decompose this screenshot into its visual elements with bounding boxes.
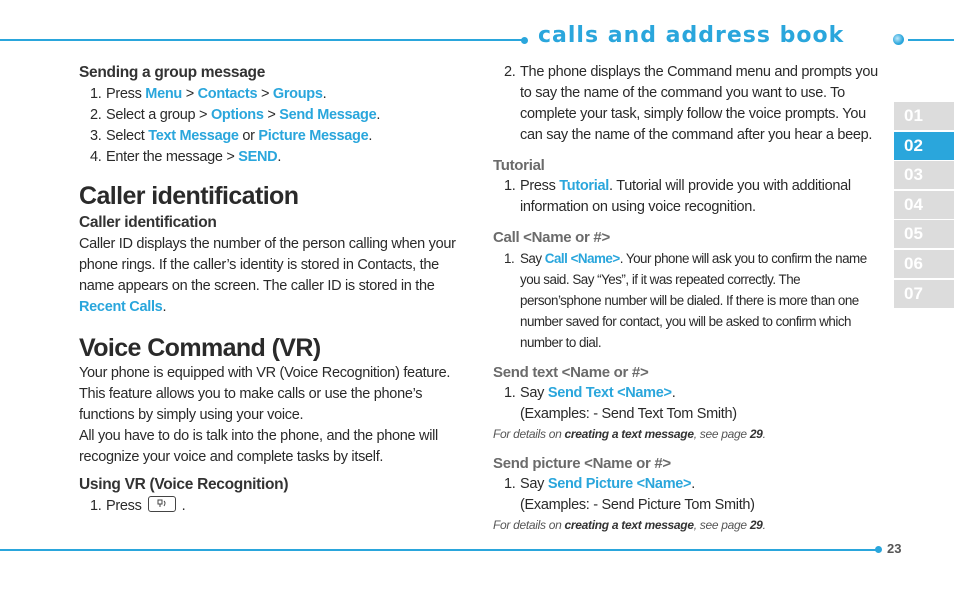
- voice-key-icon: [148, 496, 176, 512]
- send-text-heading: Send text <Name or #>: [493, 364, 649, 381]
- chapter-tab-02[interactable]: 02: [894, 132, 954, 160]
- voice-intro: Your phone is equipped with VR (Voice Recognition) feature. This feature allows you to make calls or use the phone’s functions by simply using your voice.: [79, 365, 451, 423]
- footer-rule: [0, 549, 876, 551]
- using-vr-heading: Using VR (Voice Recognition): [79, 476, 289, 493]
- send-picture-step: 1. Say Send Picture <Name>.: [504, 476, 695, 492]
- left-column: [79, 62, 459, 517]
- page-number: 23: [887, 541, 902, 556]
- send-text-step: 1. Say Send Text <Name>.: [504, 385, 676, 401]
- chapter-tab-05[interactable]: 05: [894, 220, 954, 248]
- send-picture-note: For details on creating a text message, see page 29.: [493, 518, 766, 532]
- vr-step-1: 1. Press .: [90, 498, 186, 514]
- send-text-example: (Examples: - Send Text Tom Smith): [520, 406, 737, 422]
- call-step: 1. Say Call <Name>. Your phone will ask you to confirm the name you said. Say “Yes”, if it was repeated correctly. The person’sphone number will be dialed. If there is more than one number saved for contact, you will be asked to confirm which number to dial.: [504, 251, 867, 350]
- caller-id-title: Caller identification: [79, 182, 299, 210]
- group-step-4: 4. Enter the message > SEND.: [90, 149, 282, 165]
- tutorial-heading: Tutorial: [493, 157, 545, 174]
- chapter-tab-03[interactable]: 03: [894, 161, 954, 189]
- call-heading: Call <Name or #>: [493, 229, 610, 246]
- group-message-heading: Sending a group message: [79, 64, 266, 81]
- send-text-note: For details on creating a text message, see page 29.: [493, 427, 766, 441]
- send-picture-example: (Examples: - Send Picture Tom Smith): [520, 497, 755, 513]
- voice-intro-2: All you have to do is talk into the phone, and the phone will recognize your voice and complete tasks by itself.: [79, 428, 438, 465]
- header-rule: [0, 39, 522, 41]
- footer-bullet: [875, 546, 882, 553]
- header-bullet: [521, 37, 528, 44]
- group-step-3: 3. Select Text Message or Picture Message.: [90, 128, 373, 144]
- chapter-tab-04[interactable]: 04: [894, 191, 954, 219]
- section-title: calls and address book: [538, 23, 845, 48]
- header-orb: [893, 34, 904, 45]
- send-picture-heading: Send picture <Name or #>: [493, 455, 671, 472]
- chapter-tab-01[interactable]: 01: [894, 102, 954, 130]
- voice-command-title: Voice Command (VR): [79, 334, 321, 362]
- tutorial-step: 1. Press Tutorial. Tutorial will provide you with additional information on using voice recognition.: [504, 178, 851, 215]
- header-rule-right: [908, 39, 954, 41]
- chapter-tab-06[interactable]: 06: [894, 250, 954, 278]
- group-step-1: 1. Press Menu > Contacts > Groups.: [90, 86, 327, 102]
- group-step-2: 2. Select a group > Options > Send Message.: [90, 107, 381, 123]
- chapter-tabs: [894, 102, 954, 309]
- chapter-tab-07[interactable]: 07: [894, 280, 954, 308]
- caller-id-body: Caller ID displays the number of the person calling when your phone rings. If the caller’s identity is stored in Contacts, the name appears on the screen. The caller ID is stored in the Recent Calls.: [79, 236, 456, 315]
- vr-step-2: 2. The phone displays the Command menu and prompts you to say the name of the command you want to use. To complete your task, simply follow the voice prompts. You can say the name of the command after you hear a beep.: [504, 64, 878, 143]
- caller-id-subheading: Caller identification: [79, 214, 217, 231]
- right-column: [493, 62, 878, 534]
